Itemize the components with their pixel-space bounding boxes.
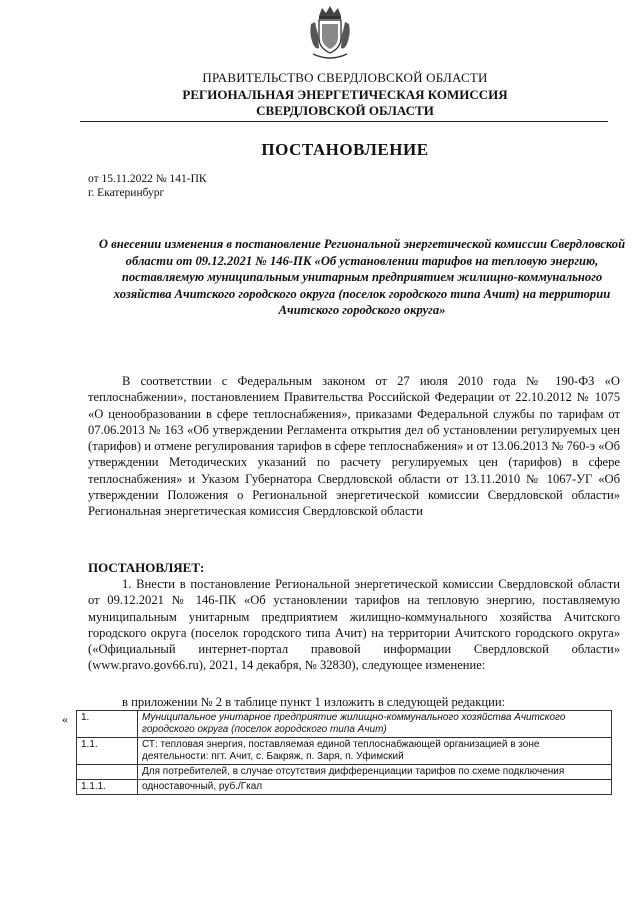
table-cell-text: Муниципальное унитарное предприятие жилищно-коммунального хозяйства Ачитского городского округа (поселок городского типа Ачит): [138, 711, 612, 738]
table-cell-number: [77, 765, 138, 780]
document-city: г. Екатеринбург: [88, 187, 165, 199]
open-quote-mark: «: [62, 712, 68, 726]
coat-of-arms-icon: [307, 4, 353, 62]
table-cell-text: Для потребителей, в случае отсутствия дифференциации тарифов по схеме подключения: [138, 765, 612, 780]
table-row: [77, 711, 612, 738]
item-1-text: 1. Внести в постановление Региональной энергетической комиссии Свердловской области от 09.12.2021 № 146-ПК «Об установлении тарифов на тепловую энергию, поставляемую муниципальным унитарным предприятием жилищно-коммунального хозяйства Ачитского городского округа (поселок городского типа Ачит) на территории Ачитского городского округа» («Официальный интернет-портал правовой информации Свердловской области» (www.pravo.gov66.ru), 2021, 14 декабря, № 32830), следующее изменение:: [88, 577, 620, 673]
table-cell-number: 1.1.: [77, 738, 138, 765]
annex-line: в приложении № 2 в таблице пункт 1 изложить в следующей редакции:: [122, 695, 506, 709]
table-cell-text: одноставочный, руб./Гкал: [138, 780, 612, 795]
preamble-paragraph: [88, 373, 620, 520]
document-date-number: от 15.11.2022 № 141-ПК: [88, 173, 207, 185]
table-cell-text: СТ: тепловая энергия, поставляемая единой теплоснабжающей организацией в зоне деятельности: пгт. Ачит, с. Бакряж, п. Заря, п. Уфимский: [138, 738, 612, 765]
table-row: [77, 780, 612, 795]
org-line-commission: РЕГИОНАЛЬНАЯ ЭНЕРГЕТИЧЕСКАЯ КОМИССИЯ: [182, 87, 508, 102]
item-1-paragraph: [88, 576, 620, 674]
table-cell-number: 1.: [77, 711, 138, 738]
org-line-region: СВЕРДЛОВСКОЙ ОБЛАСТИ: [256, 103, 434, 118]
org-line-government: ПРАВИТЕЛЬСТВО СВЕРДЛОВСКОЙ ОБЛАСТИ: [202, 70, 488, 85]
header-divider: [80, 121, 608, 122]
document-title: О внесении изменения в постановление Региональной энергетической комиссии Свердловской области от 09.12.2021 № 146-ПК «Об установлении тарифов на тепловую энергию, поставляемую муниципальным унитарным предприятием жилищно-коммунального хозяйства Ачитского городского округа (поселок городского типа Ачит) на территории Ачитского городского округа»: [98, 237, 626, 318]
table-cell-number: 1.1.1.: [77, 780, 138, 795]
document-type: ПОСТАНОВЛЕНИЕ: [261, 140, 429, 159]
preamble-text: В соответствии с Федеральным законом от 27 июля 2010 года № 190-ФЗ «О теплоснабжении», постановлением Правительства Российской Федерации от 22.10.2012 № 1075 «О ценообразовании в сфере теплоснабжения», приказами Федеральной службы по тарифам от 07.06.2013 № 163 «Об утверждении Регламента открытия дел об установлении регулируемых цен (тарифов) и отмене регулирования тарифов в сфере теплоснабжения» и от 13.06.2013 № 760-э «Об утверждении Методических указаний по расчету регулируемых цен (тарифов) в сфере теплоснабжения» и Указом Губернатора Свердловской области от 13.11.2010 № 1067-УГ «Об утверждении Положения о Региональной энергетической комиссии Свердловской области» Региональная энергетическая комиссия Свердловской области: [88, 374, 620, 519]
table-row: [77, 765, 612, 780]
tariff-table: [76, 710, 612, 795]
resolves-heading: ПОСТАНОВЛЯЕТ:: [88, 560, 205, 575]
table-row: [77, 738, 612, 765]
